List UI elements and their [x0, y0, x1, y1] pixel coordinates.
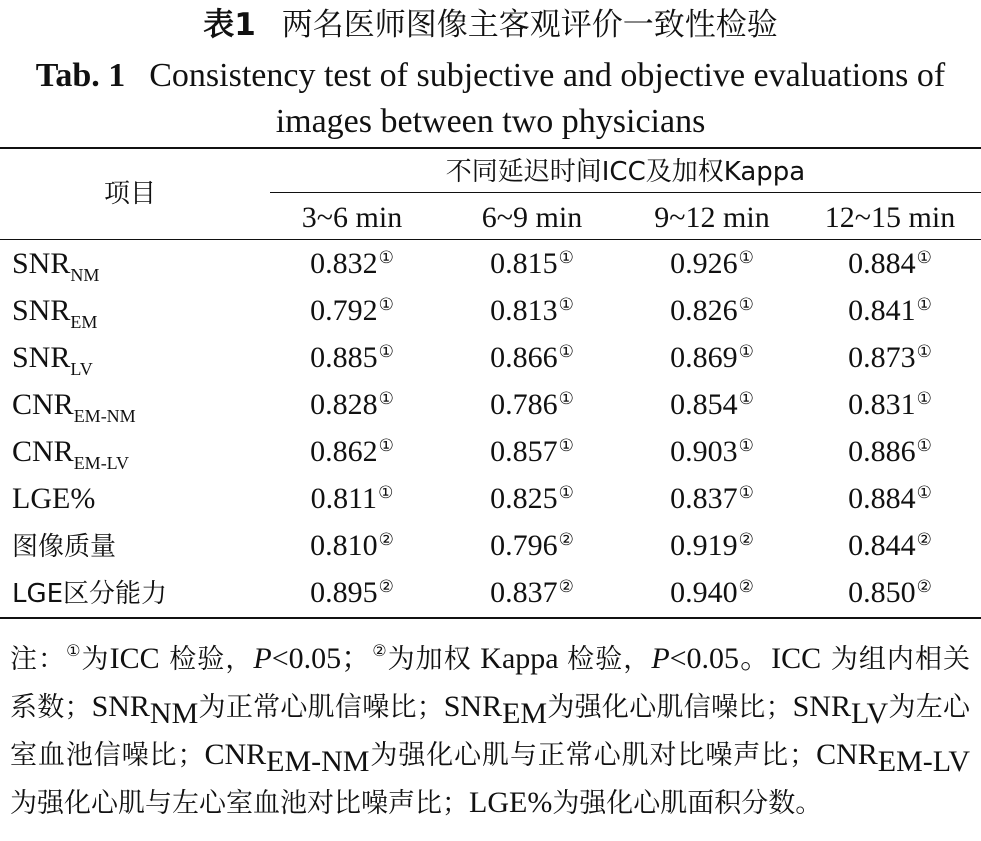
significance-mark: ①: [916, 248, 932, 268]
table-cell: [262, 434, 442, 470]
table-cell: [800, 246, 980, 282]
significance-mark: ①: [738, 248, 754, 268]
table-number-english: Tab. 1: [35, 57, 126, 94]
row-label-text: CNR: [12, 435, 74, 468]
significance-mark: ①: [558, 389, 574, 409]
table-cell: [262, 293, 442, 329]
note-text: 为加权: [387, 644, 472, 675]
significance-mark: ②: [916, 530, 932, 550]
significance-mark: ①: [558, 248, 574, 268]
note-abbr-sub: EM-LV: [877, 745, 971, 778]
cell-value: 0.786: [490, 388, 558, 421]
table-cell: [442, 434, 622, 470]
table-cell: [800, 575, 980, 611]
table-cell: [622, 340, 802, 376]
table-cell: [622, 481, 802, 517]
significance-mark: ②: [558, 530, 574, 550]
cell-value: 0.844: [848, 529, 916, 562]
cell-value: 0.903: [670, 435, 738, 468]
significance-mark: ①: [558, 295, 574, 315]
table-number-chinese: 表1: [203, 7, 256, 43]
table-cell: [442, 575, 622, 611]
cell-value: 0.895: [310, 576, 378, 609]
note-mark-2: ②: [371, 641, 388, 660]
table-cell: [622, 387, 802, 423]
row-label-text: CNR: [12, 388, 74, 421]
significance-mark: ①: [738, 342, 754, 362]
note-abbr: SNR: [443, 690, 503, 723]
cell-value: 0.926: [670, 247, 738, 280]
significance-mark: ①: [378, 436, 394, 456]
item-column-header: 项目: [104, 179, 157, 209]
row-label-text: SNR: [12, 341, 71, 374]
cell-value: 0.825: [490, 482, 558, 515]
significance-mark: ①: [916, 389, 932, 409]
cell-value: 0.792: [310, 294, 378, 327]
column-header: 3~6 min: [301, 201, 403, 234]
cell-value: 0.940: [670, 576, 738, 609]
cell-value: 0.837: [670, 482, 738, 515]
significance-mark: ①: [378, 248, 394, 268]
note-text: <0.05。: [669, 642, 772, 675]
table-title-chinese: [0, 4, 981, 45]
row-label: [12, 575, 167, 612]
cell-value: 0.831: [848, 388, 916, 421]
significance-mark: ①: [558, 436, 574, 456]
header-bottom-rule: [0, 239, 981, 240]
note-text: 为强化心肌与左心室血池对比噪声比；: [10, 788, 469, 819]
significance-mark: ①: [378, 342, 394, 362]
cell-value: 0.919: [670, 529, 738, 562]
row-label-subscript: LV: [70, 359, 93, 379]
table-cell: [442, 246, 622, 282]
delay-time-group-header: [270, 153, 981, 190]
cell-value: 0.862: [310, 435, 378, 468]
table-cell: [262, 340, 442, 376]
row-label: [12, 434, 130, 473]
cell-value: 0.854: [670, 388, 738, 421]
table-bottom-rule: [0, 617, 981, 619]
table-cell: [622, 434, 802, 470]
table-cell: [800, 434, 980, 470]
note-text: <0.05；: [271, 642, 372, 675]
table-cell: [800, 481, 980, 517]
row-label-text: SNR: [12, 294, 71, 327]
table-title-chinese-text: 两名医师图像主客观评价一致性检验: [281, 7, 778, 43]
cell-value: 0.813: [490, 294, 558, 327]
table-top-rule: [0, 147, 981, 149]
table-title-english-text: Consistency test of subjective and objective evaluations of images between two physicians: [149, 57, 946, 140]
group-header-rule: [270, 192, 981, 193]
note-text: 为: [81, 644, 110, 675]
note-text: 检验，: [567, 644, 652, 675]
significance-mark: ①: [916, 295, 932, 315]
note-abbr: CNR: [204, 738, 267, 771]
significance-mark: ②: [378, 577, 394, 597]
significance-mark: ①: [378, 295, 394, 315]
row-label-text: LGE%: [12, 482, 96, 515]
significance-mark: ②: [378, 530, 394, 550]
cell-value: 0.832: [310, 247, 378, 280]
note-text: 为强化心肌面积分数。: [552, 788, 823, 819]
note-abbr: CNR: [816, 738, 878, 771]
table-cell: [262, 246, 442, 282]
note-text: Kappa: [471, 642, 568, 675]
row-label-subscript: NM: [70, 265, 100, 285]
significance-mark: ①: [378, 389, 394, 409]
note-text: 为强化心肌与正常心肌对比噪声比；: [369, 740, 817, 771]
table-cell: [442, 528, 622, 564]
table-cell: [622, 293, 802, 329]
table-cell: [442, 387, 622, 423]
table-cell: [442, 293, 622, 329]
significance-mark: ②: [738, 577, 754, 597]
column-header: 12~15 min: [824, 201, 956, 234]
delay-time-group-header-text: 不同延迟时间ICC及加权Kappa: [445, 157, 806, 187]
row-label: [12, 528, 116, 565]
cell-value: 0.857: [490, 435, 558, 468]
note-abbr-sub: EM-NM: [266, 745, 370, 778]
note-mark-1: ①: [66, 641, 82, 660]
row-label-text: LGE区分能力: [12, 579, 168, 609]
significance-mark: ②: [738, 530, 754, 550]
cell-value: 0.810: [310, 529, 378, 562]
row-label-subscript: EM-LV: [73, 453, 130, 473]
cell-value: 0.869: [670, 341, 738, 374]
cell-value: 0.796: [490, 529, 558, 562]
significance-mark: ①: [558, 483, 574, 503]
row-label-subscript: EM-NM: [73, 406, 136, 426]
cell-value: 0.841: [848, 294, 916, 327]
table-cell: [800, 293, 980, 329]
note-text: 为强化心肌信噪比；: [547, 692, 793, 723]
table-cell: [262, 528, 442, 564]
table-cell: [800, 387, 980, 423]
row-label-subscript: EM: [70, 312, 98, 332]
significance-mark: ①: [378, 483, 394, 503]
cell-value: 0.826: [670, 294, 738, 327]
cell-value: 0.884: [848, 247, 916, 280]
table-cell: [622, 246, 802, 282]
cell-value: 0.873: [848, 341, 916, 374]
table-cell: [262, 575, 442, 611]
table-cell: [442, 340, 622, 376]
cell-value: 0.885: [310, 341, 378, 374]
significance-mark: ①: [738, 436, 754, 456]
table-footnote: [10, 635, 970, 827]
row-label: [12, 293, 98, 332]
table-title-english: [0, 53, 981, 145]
note-abbr: LGE%: [469, 786, 553, 819]
note-text: 为左心室血池信噪比；: [10, 692, 971, 771]
note-text: 检验，: [159, 644, 254, 675]
significance-mark: ②: [916, 577, 932, 597]
significance-mark: ①: [916, 436, 932, 456]
cell-value: 0.837: [490, 576, 558, 609]
row-label-text: SNR: [12, 247, 71, 280]
note-abbr: SNR: [91, 690, 150, 723]
table-cell: [262, 387, 442, 423]
table-cell: [262, 481, 442, 517]
significance-mark: ①: [558, 342, 574, 362]
cell-value: 0.828: [310, 388, 378, 421]
table-cell: [800, 528, 980, 564]
cell-value: 0.815: [490, 247, 558, 280]
row-label-text: 图像质量: [12, 532, 117, 562]
significance-mark: ①: [738, 295, 754, 315]
note-prefix: 注：: [10, 644, 67, 675]
column-header: 6~9 min: [481, 201, 583, 234]
significance-mark: ①: [738, 389, 754, 409]
significance-mark: ①: [738, 483, 754, 503]
row-label: [12, 387, 136, 426]
note-abbr-sub: LV: [850, 697, 889, 730]
cell-value: 0.850: [848, 576, 916, 609]
significance-mark: ①: [916, 342, 932, 362]
note-p-symbol: P: [253, 642, 272, 675]
note-abbr-sub: NM: [149, 697, 199, 730]
note-text: 为正常心肌信噪比；: [198, 692, 444, 723]
cell-value: 0.866: [490, 341, 558, 374]
cell-value: 0.811: [310, 482, 378, 515]
note-abbr: SNR: [792, 690, 851, 723]
row-label: [12, 340, 93, 379]
row-label: [12, 246, 100, 285]
row-label: [12, 481, 95, 517]
cell-value: 0.886: [848, 435, 916, 468]
note-abbr-sub: EM: [502, 697, 548, 730]
note-text: ICC: [771, 642, 822, 675]
table-cell: [442, 481, 622, 517]
note-p-symbol: P: [651, 642, 670, 675]
significance-mark: ①: [916, 483, 932, 503]
significance-mark: ②: [558, 577, 574, 597]
note-text: 为组内相关系数；: [10, 644, 971, 723]
table-cell: [800, 340, 980, 376]
table-cell: [622, 528, 802, 564]
table-cell: [622, 575, 802, 611]
column-header: 9~12 min: [654, 201, 770, 234]
cell-value: 0.884: [848, 482, 916, 515]
note-text: ICC: [109, 642, 160, 675]
